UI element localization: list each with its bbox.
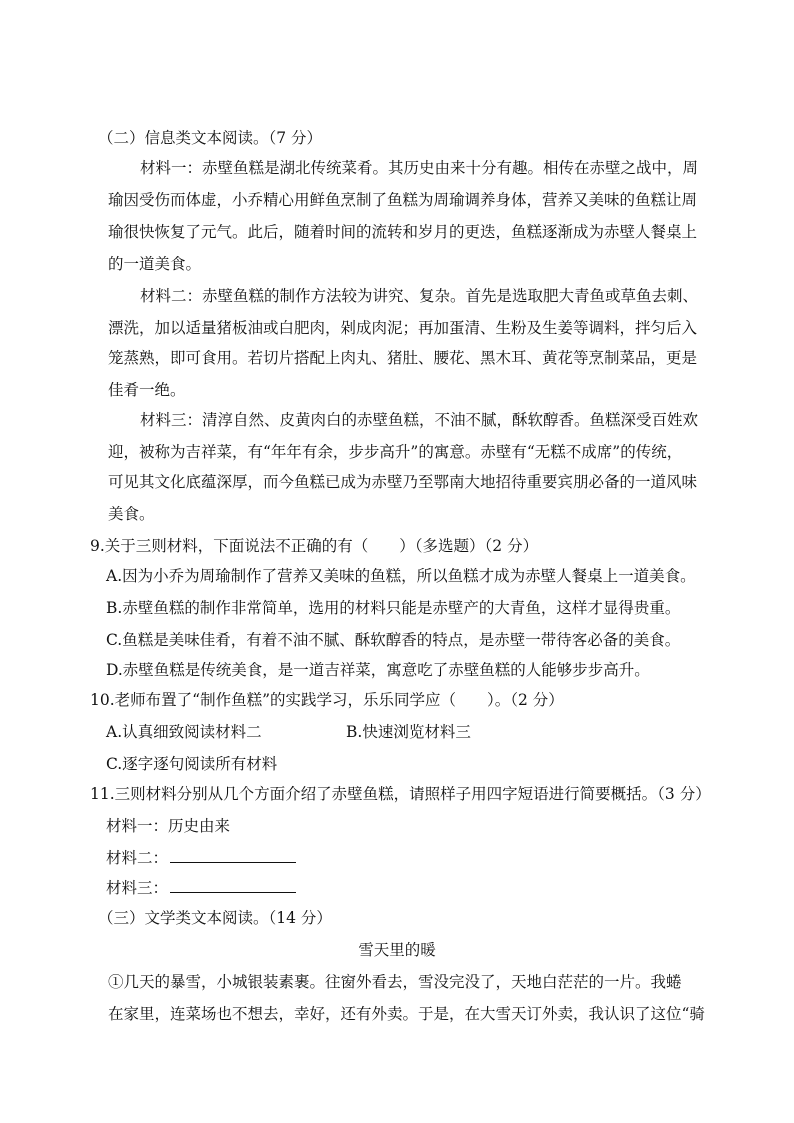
answer-blank[interactable] [170,878,296,893]
paragraph-line: 迎，被称为吉祥菜，有“年年有余，步步高升”的寓意。赤壁有“无糕不成席”的传统， [108,443,683,461]
answer-option-b: B.快速浏览材料三 [346,723,471,741]
paragraph-line: 材料二：赤壁鱼糕的制作方法较为讲究、复杂。首先是选取肥大青鱼或草鱼去刺、 [140,287,699,305]
answer-option-b: B.赤壁鱼糕的制作非常简单，选用的材料只能是赤壁产的大青鱼，这样才显得贵重。 [106,599,681,617]
sample-answer: 材料一：历史由来 [106,817,231,835]
paragraph-line: 瑜因受伤而体虚，小乔精心用鲜鱼烹制了鱼糕为周瑜调养身体，营养又美味的鱼糕让周 [108,191,698,209]
answer-option-c: C.鱼糕是美味佳肴，有着不油不腻、酥软醇香的特点，是赤壁一带待客必备的美食。 [106,631,681,649]
question-stem: 10.老师布置了“制作鱼糕”的实践学习，乐乐同学应（ ）。（2 分） [90,691,564,709]
answer-option-a: A.认真细致阅读材料二 [106,723,262,741]
answer-line-2 [106,848,296,868]
answer-label: 材料三： [106,879,169,897]
question-stem: 9.关于三则材料，下面说法不正确的有（ ）（多选题）（2 分） [90,537,539,555]
paragraph-line: 材料三：清淳自然、皮黄肉白的赤壁鱼糕，不油不腻，酥软醇香。鱼糕深受百姓欢 [140,411,699,429]
question-stem: 11.三则材料分别从几个方面介绍了赤壁鱼糕，请照样子用四字短语进行简要概括。（3 分） [90,785,711,803]
paragraph-line: 瑜很快恢复了元气。此后，随着时间的流转和岁月的更迭，鱼糕逐渐成为赤壁人餐桌上 [108,223,698,241]
paragraph-line: 佳肴一绝。 [108,381,186,399]
article-title: 雪天里的暖 [358,941,436,959]
answer-option-a: A.因为小乔为周瑜制作了营养又美味的鱼糕，所以鱼糕才成为赤壁人餐桌上一道美食。 [106,567,696,585]
answer-option-c: C.逐字逐句阅读所有材料 [106,755,278,773]
paragraph-line: 笼蒸熟，即可食用。若切片搭配上肉丸、猪肚、腰花、黑木耳、黄花等烹制菜品，更是 [108,349,698,367]
paragraph-line: 漂洗，加以适量猪板油或白肥肉，剁成肉泥；再加蛋清、生粉及生姜等调料，拌匀后入 [108,319,698,337]
answer-option-d: D.赤壁鱼糕是传统美食，是一道吉祥菜，寓意吃了赤壁鱼糕的人能够步步高升。 [106,661,650,679]
paragraph-line: 美食。 [108,505,155,523]
paragraph-line: 的一道美食。 [108,255,202,273]
paragraph-line: 在家里，连菜场也不想去，幸好，还有外卖。于是，在大雪天订外卖，我认识了这位“骑 [108,1005,705,1023]
section-heading: （三）文学类文本阅读。（14 分） [98,909,332,927]
answer-label: 材料二： [106,849,169,867]
paragraph-line: 材料一：赤壁鱼糕是湖北传统菜肴。其历史由来十分有趣。相传在赤壁之战中，周 [140,159,699,177]
answer-blank[interactable] [170,848,296,863]
paragraph-line: ①几天的暴雪，小城银装素裹。往窗外看去，雪没完没了，天地白茫茫的一片。我蜷 [108,973,682,991]
answer-line-3 [106,878,296,898]
section-heading: （二）信息类文本阅读。（7 分） [98,129,323,147]
paragraph-line: 可见其文化底蕴深厚，而今鱼糕已成为赤壁乃至鄂南大地招待重要宾朋必备的一道风味 [108,473,698,491]
